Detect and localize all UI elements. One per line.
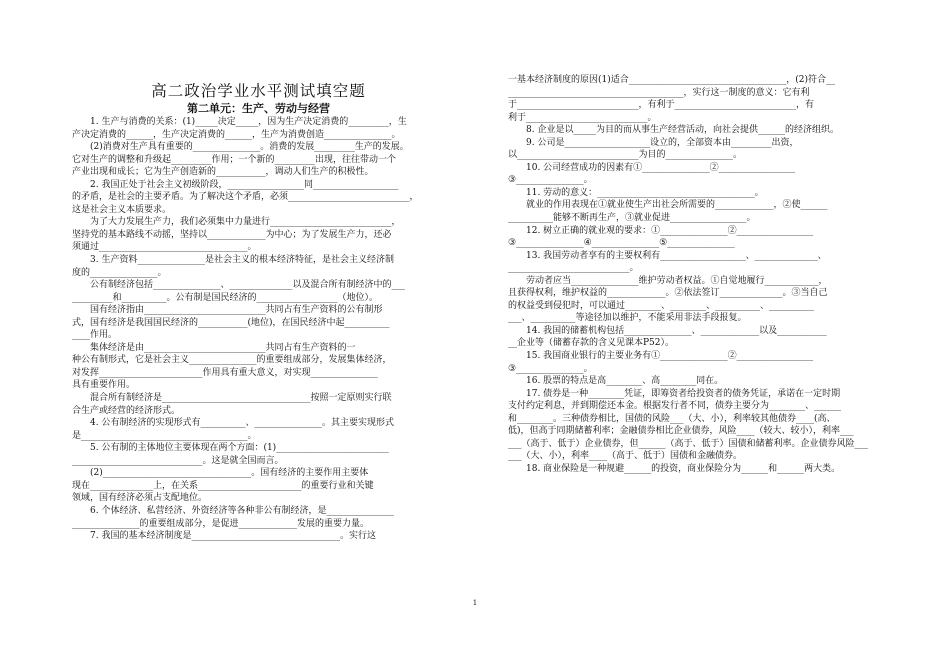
text-line: 集体经济是由___________________________共同占有生产资料的一	[72, 342, 356, 353]
unit-subtitle: 第二单元：生产、劳动与经营	[187, 102, 330, 115]
text-line: 劳动者应当_______________维护劳动者权益。①自觉地履行____________，	[508, 275, 828, 286]
text-line: 9. 公司是___________________设立的，全部资本由_________出资，	[508, 137, 799, 148]
text-line: 于___________________________，有利于___________________________，有	[508, 100, 815, 111]
text-line: 11. 劳动的意义：___________________________________。	[508, 187, 764, 198]
left-column-text	[72, 116, 445, 543]
text-line: 度的_______________。	[72, 267, 167, 278]
text-line: 1. 生产与消费的关系：(1)_____决定_____，因为生产决定消费的_________，生	[72, 117, 407, 127]
text-line: 以___________________________为目的_______________。	[508, 150, 743, 161]
text-line: (2)消费对生产具有重要的_______________。消费的发展_________生产的发展。	[72, 142, 409, 153]
text-line: ___（高于、低于）企业债券，但______（高于、低于）国债和储蓄利率。企业债券风险___	[508, 438, 869, 449]
text-line: 国有经济指由___________________________共同占有生产资料的公有制形	[72, 305, 383, 316]
text-line: ___、__________等途径加以维护，不能采用非法手段报复。	[508, 313, 747, 324]
page-number: 1	[472, 599, 478, 607]
text-line: 18. 商业保险是一种规避______的投资，商业保险分为______和______两大类。	[508, 463, 841, 474]
text-line: 它对生产的调整和升级起_________作用；一个新的_________出现，往往带动一个	[72, 154, 397, 165]
text-line: 13. 我国劳动者享有的主要权利有___________________、______________、	[508, 250, 827, 261]
text-line: 现在______________上，在关系_______________________的重要行业和关键	[72, 480, 374, 491]
text-line: _______________________________________，实行这一制度的意义：它有利	[508, 87, 810, 98]
text-line: ③_______________。	[508, 175, 593, 186]
text-line: ___________________________。	[508, 263, 639, 274]
text-line: 这是社会主义本质要求。	[72, 204, 172, 215]
text-line: 3. 生产资料_______________是社会主义的根本经济特征，是社会主义经济制	[72, 255, 394, 266]
text-line: 为了大力发展生产力，我们必须集中力量进行___________________________，	[72, 217, 401, 228]
text-line: 种公有制形式，它是社会主义_______________的重要组成部分，发展集体经济，	[72, 355, 392, 366]
text-line: 对发挥_______________________作用具有重大意义，对实现_______________	[72, 367, 379, 378]
text-line: 支付约定利息，并到期偿还本金。根据发行者不同，债券主要分为________、______	[508, 401, 842, 412]
text-line: 且获得权利，维护权益的_____________。②依法签订______________。③当自己	[508, 288, 828, 299]
page-title: 高二政治学业水平测试填空题	[151, 82, 366, 100]
text-line: 具有重要作用。	[72, 380, 136, 391]
text-line: 混合所有制经济是_________________________________按照一定原则实行联	[72, 393, 392, 404]
text-line: 的权益受到侵犯时，可以通过________、________、__________、__________	[508, 300, 815, 311]
text-line: 合生产或经营的经济形式。	[72, 405, 181, 416]
text-line: 5. 公有制的主体地位主要体现在两个方面：(1)_________________________	[72, 443, 389, 454]
text-line: __________能够不断再生产，③就业促进_________________。	[508, 213, 756, 224]
text-line: 是_____________________________________。	[72, 430, 257, 441]
right-column-text	[508, 74, 881, 476]
text-line: _____________________________。这是就全国而言。	[72, 455, 284, 466]
text-line: 式，国有经济是我国国民经济的___________(地位)，在国民经济中起__________	[72, 317, 390, 328]
text-line: 12. 树立正确的就业观的要求：①_______________②_________________	[508, 225, 814, 236]
text-line: _______________的重要组成部分，是促进_____________发展的重要力量。	[72, 518, 370, 529]
text-line: (2)_________________________________。国有经济的主要作用主要体	[72, 468, 369, 479]
text-line: 产决定消费的______，生产决定消费的______，生产为消费创造_______________。	[72, 129, 401, 140]
text-line: ____作用。	[72, 330, 118, 341]
text-line: ③_______________④_______________⑤_______________	[508, 238, 735, 249]
text-line: 16. 股票的特点是高________、高________同在。	[508, 376, 724, 387]
text-line: 坚持党的基本路线不动摇，坚持以_____________为中心；为了发展生产力，还必	[72, 229, 392, 240]
text-line: 产业出现和成长；它为生产创造新的___________，调动人们生产的积极性。	[72, 167, 374, 178]
text-line: ③_______________。	[508, 363, 593, 374]
text-line: 利于___________________________。	[508, 112, 657, 123]
text-line: _________和__________。公有制是国民经济的__________________（地位）。	[72, 292, 379, 303]
text-line: 17. 债券是一种________凭证，即筹资者给投资者的债务凭证，承诺在一定时期	[508, 388, 841, 399]
text-line: 6. 个体经济、私营经济、外资经济等各种非公有制经济，是_______________	[72, 505, 394, 516]
text-line: 领域，国有经济必须占支配地位。	[72, 493, 208, 504]
text-line: 公有制经济包括_______________、______________以及混合所有制经济中的___	[72, 280, 406, 291]
text-line: 4. 公有制经济的实现形式有__________、_______________。其主要实现形式	[72, 418, 394, 429]
text-line: 就业的作用表现在①就业使生产出社会所需要的_____________，②使______	[508, 200, 828, 211]
text-line: 和________。三种债券相比，国债的风险___（大、小），利率较其他债券____(高、	[508, 413, 836, 424]
text-line: 2. 我国正处于社会主义初级阶段，_________________同___________________	[72, 179, 399, 190]
text-line: 7. 我国的基本经济制度是_________________________________。实行这	[72, 531, 376, 542]
text-line: 的矛盾，是社会的主要矛盾。为了解决这个矛盾，必须___________________________，	[72, 192, 419, 203]
text-line: 10. 公司经营成功的因素有①_______________②_________________	[508, 162, 796, 173]
text-line: 8. 企业是以_____为目的而从事生产经营活动，向社会提供______的经济组织。	[508, 125, 839, 136]
text-line: 低)，但高于同期储蓄利率；金融债券相比企业债券，风险____（较大、较小），利率___	[508, 426, 854, 437]
text-line: __企业等（储蓄存款的含义见课本P52）。	[508, 338, 675, 349]
text-line: 须通过_________________________________。	[72, 242, 257, 253]
text-line: 一基本经济制度的原因(1)适合___________________________________，(2)符合__	[508, 75, 835, 85]
text-line: ___（大、小），利率____（高于、低于）国债和金融债券。	[508, 451, 743, 462]
text-line: 14. 我国的储蓄机构包括_______________、_____________以及___________	[508, 325, 827, 336]
text-line: 15. 我国商业银行的主要业务有①_______________②_________________	[508, 351, 814, 362]
